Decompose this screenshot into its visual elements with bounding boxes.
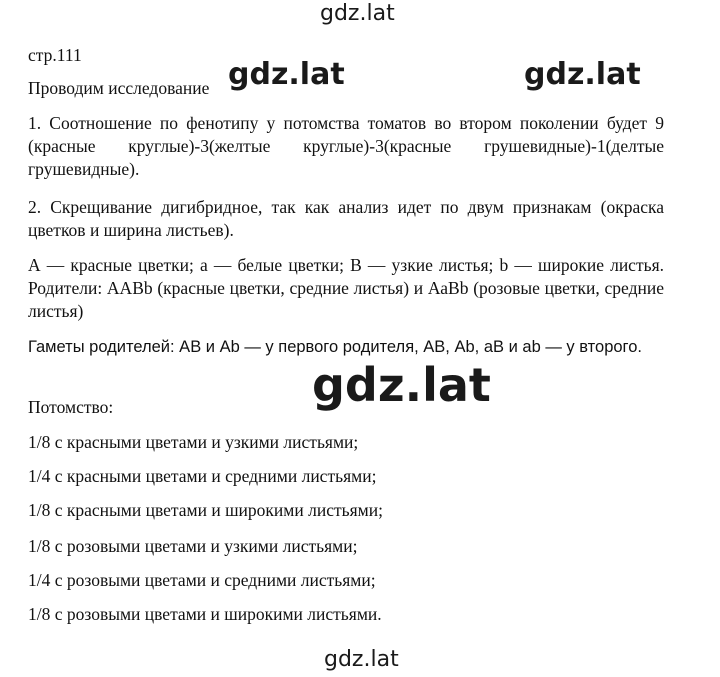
gametes-paragraph: Гаметы родителей: АВ и Аb — у первого родителя, АВ, Аb, аВ и аb — у второго.	[28, 338, 642, 356]
offspring-item: 1/8 с красными цветами и широкими листьями;	[28, 500, 383, 520]
watermark-center: gdz.lat	[312, 358, 491, 412]
offspring-item: 1/4 с красными цветами и средними листьями;	[28, 466, 377, 486]
watermark-bottom: gdz.lat	[324, 647, 399, 672]
genes-paragraph: А — красные цветки; а — белые цветки; В — узкие листья; b — широкие листья. Родители: ААВb (красные цветки, средние листья) и АаВb (розовые цветки, средние листья)	[28, 255, 664, 321]
watermark-mid-left: gdz.lat	[228, 57, 345, 92]
offspring-item: 1/8 с красными цветами и узкими листьями;	[28, 432, 359, 452]
watermark-mid-right: gdz.lat	[524, 57, 641, 92]
offspring-item: 1/8 с розовыми цветами и широкими листьями.	[28, 604, 382, 624]
point-1-paragraph: 1. Соотношение по фенотипу у потомства томатов во втором поколении будет 9 (красные круглые)-3(желтые круглые)-3(красные грушевидные)-1(делтые грушевидные).	[28, 113, 664, 179]
intro-line: Проводим исследование	[28, 78, 210, 98]
watermark-top: gdz.lat	[320, 1, 395, 26]
point-2-paragraph: 2. Скрещивание дигибридное, так как анализ идет по двум признакам (окраска цветков и ширина листьев).	[28, 197, 664, 240]
offspring-label: Потомство:	[28, 397, 114, 417]
page-reference: стр.111	[28, 45, 82, 65]
offspring-item: 1/4 с розовыми цветами и средними листьями;	[28, 570, 376, 590]
offspring-item: 1/8 с розовыми цветами и узкими листьями;	[28, 536, 358, 556]
